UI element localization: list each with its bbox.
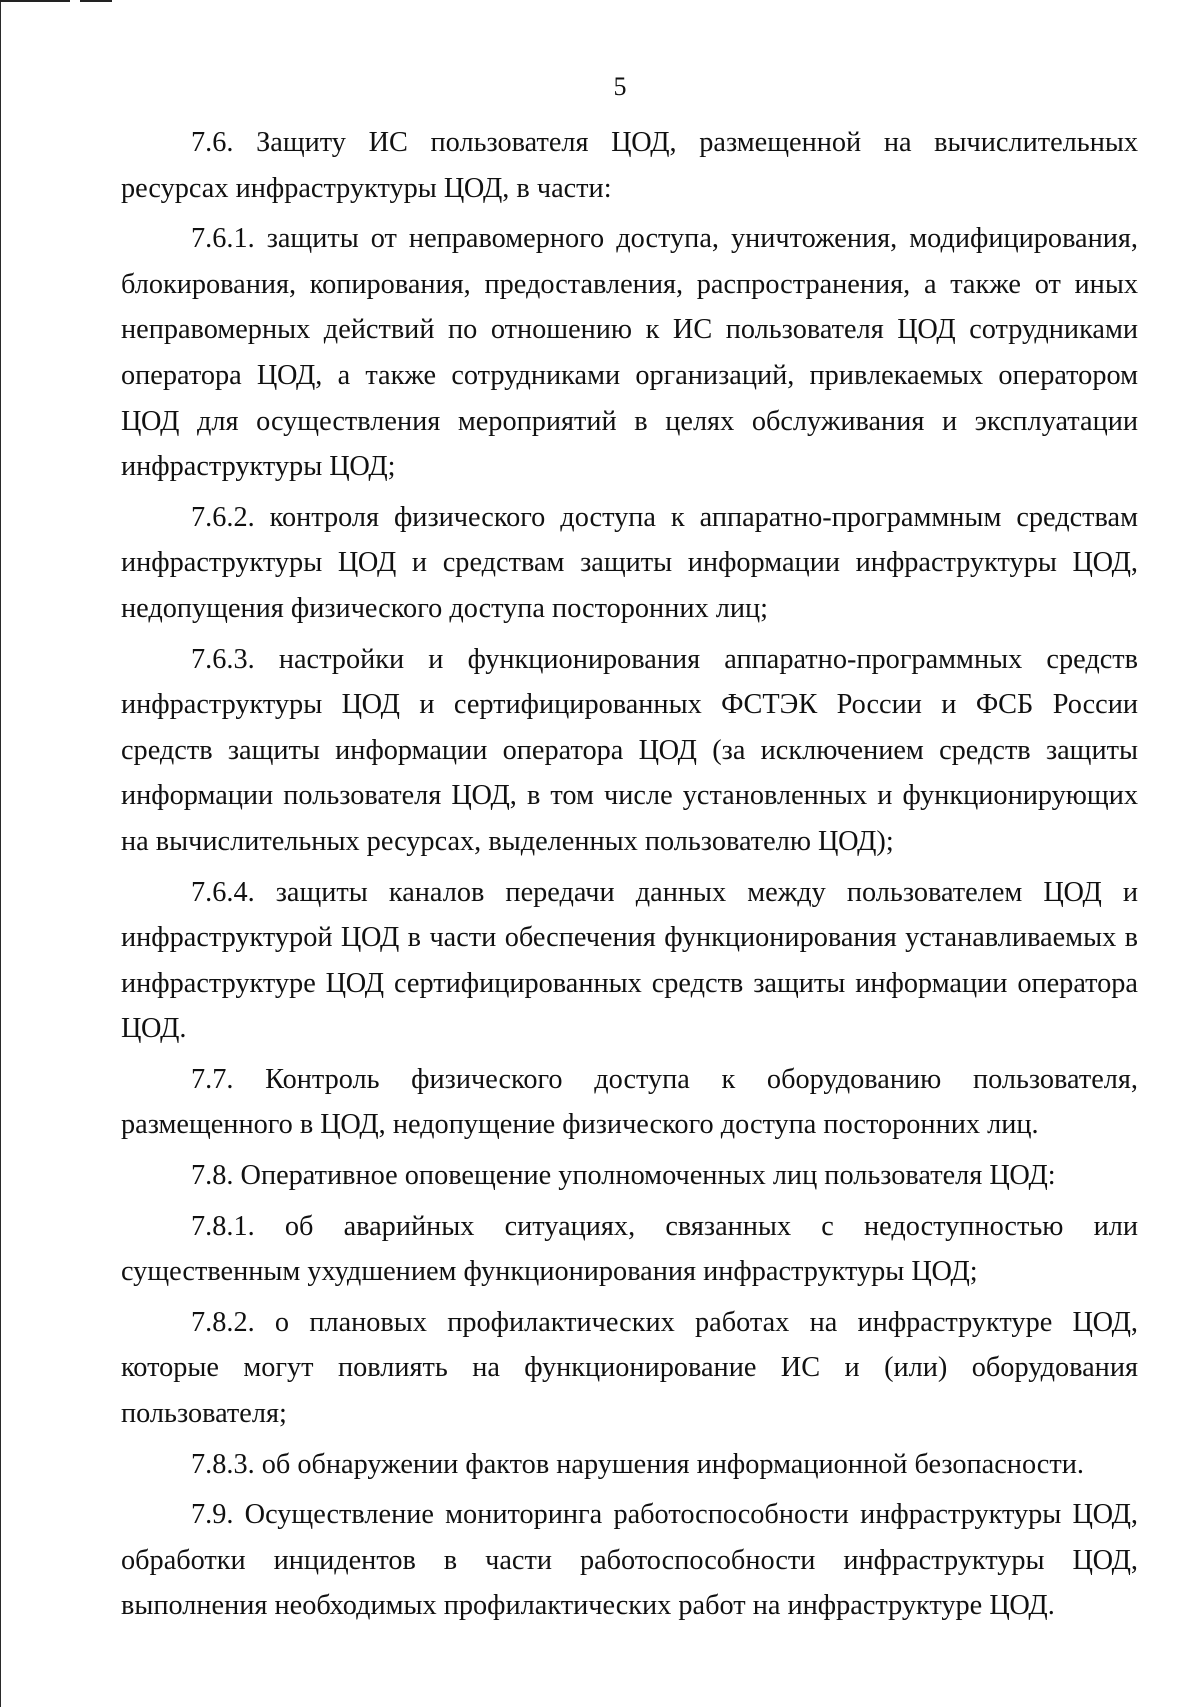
- paragraph-7-8-2: 7.8.2. о плановых профилактических работах на инфраструктуре ЦОД, которые могут повлиять на функционирование ИС и (или) оборудования пользователя;: [121, 1306, 1138, 1430]
- paragraph-7-6: 7.6. Защиту ИС пользователя ЦОД, размещенной на вычислительных ресурсах инфраструктуры ЦОД, в части:: [121, 127, 1138, 204]
- paragraph-7-6-4: 7.6.4. защиты каналов передачи данных между пользователем ЦОД и инфраструктурой ЦОД в части обеспечения функционирования устанавливаемых в инфраструктуре ЦОД сертифицированных средств защиты информации оператора ЦОД.: [121, 876, 1138, 1045]
- paragraph-7-8-1: 7.8.1. об аварийных ситуациях, связанных с недоступностью или существенным ухудшением функционирования инфраструктуры ЦОД;: [121, 1210, 1138, 1288]
- scan-corner-mark: [80, 0, 112, 2]
- paragraph-7-8-3: 7.8.3. об обнаружении фактов нарушения информационной безопасности.: [191, 1448, 1084, 1480]
- page-number: 5: [613, 72, 627, 101]
- paragraph-7-6-2: 7.6.2. контроля физического доступа к аппаратно-программным средствам инфраструктуры ЦОД и средствам защиты информации инфраструктуры ЦОД, недопущения физического доступа посторонних лиц;: [121, 501, 1138, 624]
- paragraph-7-8: 7.8. Оперативное оповещение уполномоченных лиц пользователя ЦОД:: [191, 1160, 1056, 1192]
- paragraph-7-7: 7.7. Контроль физического доступа к оборудованию пользователя, размещенного в ЦОД, недопущение физического доступа посторонних лиц.: [121, 1063, 1138, 1141]
- paragraph-7-6-3: 7.6.3. настройки и функционирования аппаратно-программных средств инфраструктуры ЦОД и сертифицированных ФСТЭК России и ФСБ России средств защиты информации оператора ЦОД (за исключением средств защиты информации пользователя ЦОД, в том числе установленных и функционирующих на вычислительных ресурсах, выделенных пользователю ЦОД);: [121, 643, 1138, 857]
- paragraph-7-6-1: 7.6.1. защиты от неправомерного доступа, уничтожения, модифицирования, блокирования, копирования, предоставления, распространения, а также от иных неправомерных действий по отношению к ИС пользователя ЦОД сотрудниками оператора ЦОД, а также сотрудниками организаций, привлекаемых оператором ЦОД для осуществления мероприятий в целях обслуживания и эксплуатации инфраструктуры ЦОД;: [121, 223, 1138, 483]
- scan-corner-mark: [0, 0, 70, 2]
- paragraph-7-9: 7.9. Осуществление мониторинга работоспособности инфраструктуры ЦОД, обработки инцидентов в части работоспособности инфраструктуры ЦОД, выполнения необходимых профилактических работ на инфраструктуре ЦОД.: [121, 1499, 1138, 1622]
- document-body: [121, 120, 1138, 1634]
- scan-left-edge: [0, 0, 1, 1707]
